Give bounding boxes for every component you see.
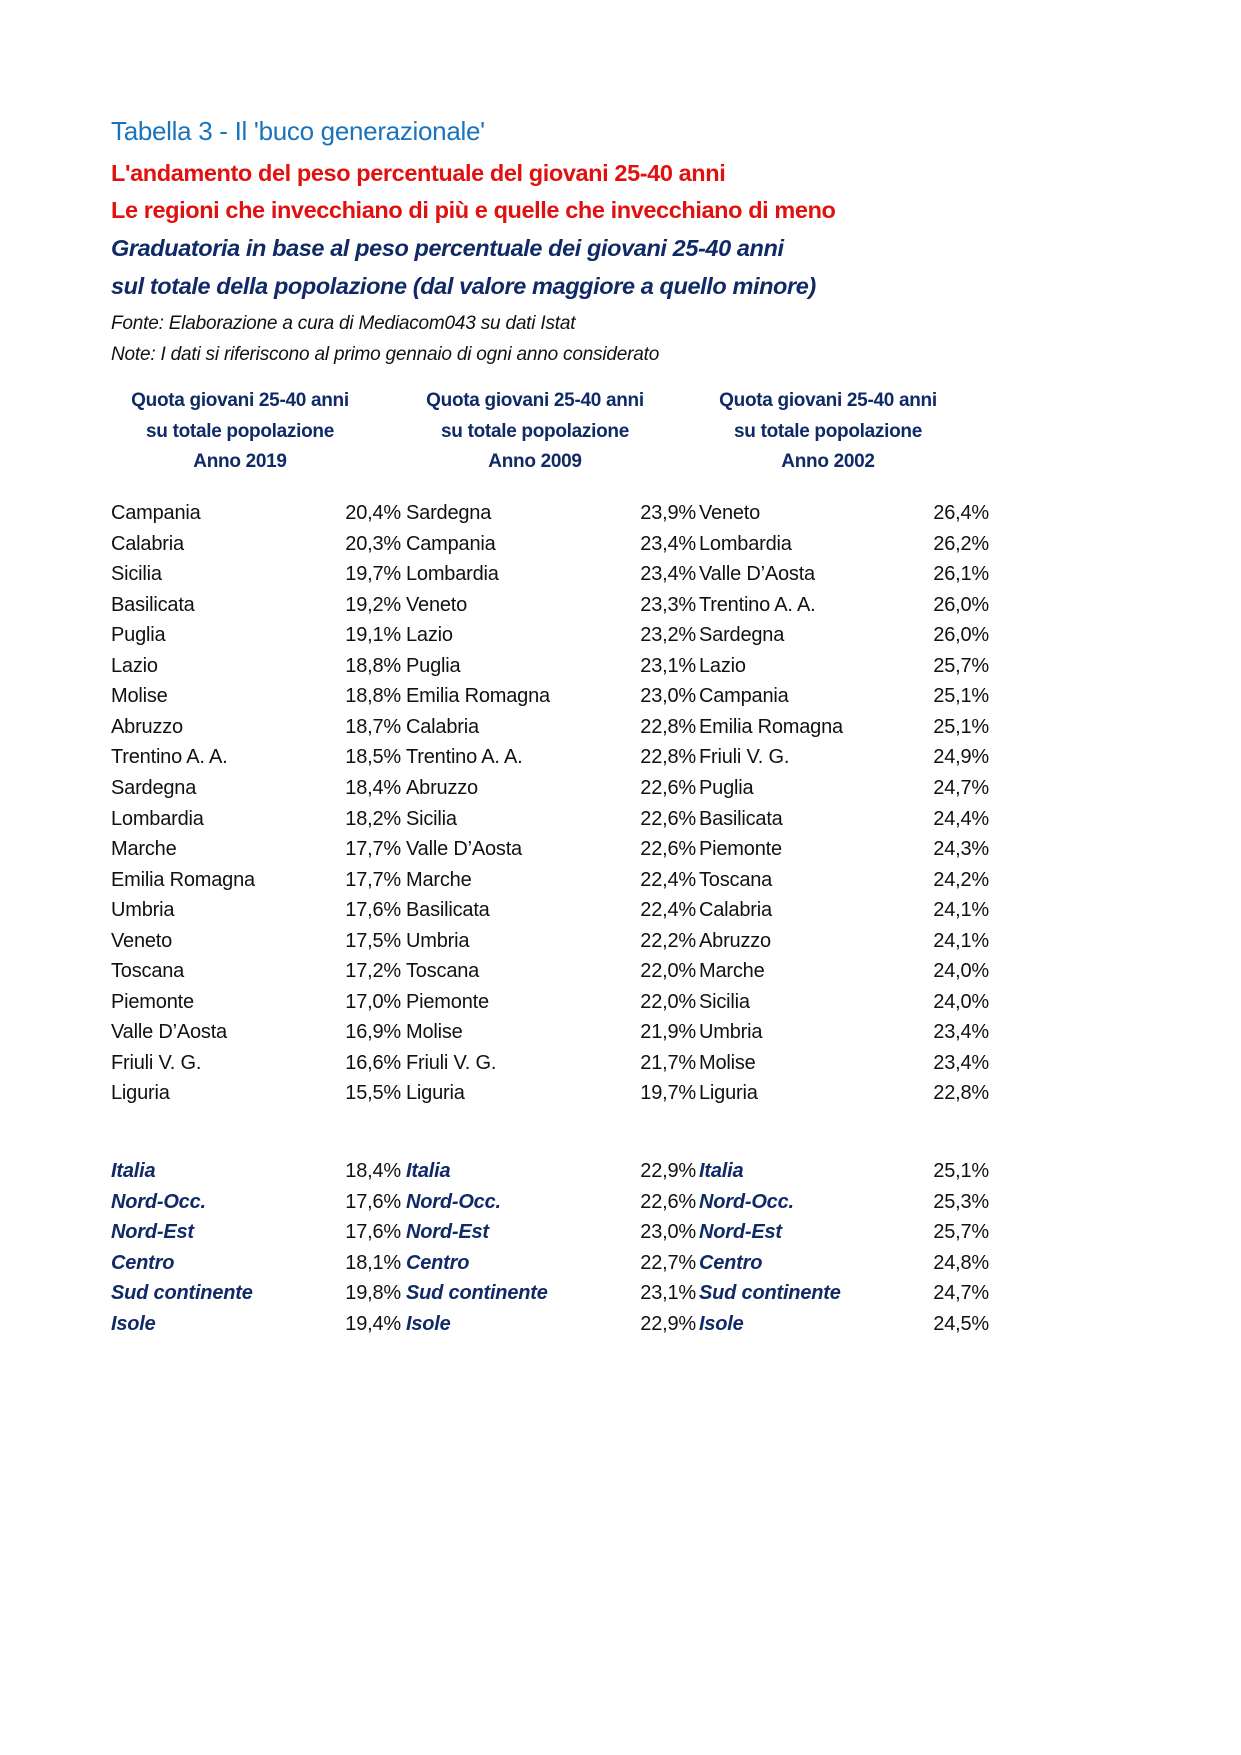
percentage-value: 18,4%	[345, 1160, 401, 1182]
percentage-value: 19,2%	[345, 594, 401, 616]
region-row	[111, 1017, 401, 1047]
percentage-value: 23,2%	[640, 624, 696, 646]
region-name: Veneto	[406, 594, 468, 616]
region-name: Marche	[406, 869, 472, 891]
percentage-value: 17,5%	[345, 930, 401, 952]
region-row	[111, 865, 401, 895]
percentage-value: 23,4%	[933, 1052, 989, 1074]
percentage-value: 20,4%	[345, 502, 401, 524]
percentage-value: 24,8%	[933, 1252, 989, 1274]
region-row	[406, 895, 696, 925]
region-name: Basilicata	[111, 594, 195, 616]
region-name: Calabria	[111, 533, 184, 555]
region-row	[111, 498, 401, 528]
region-row	[111, 559, 401, 589]
region-name: Trentino A. A.	[111, 746, 228, 768]
region-row	[406, 559, 696, 589]
percentage-value: 20,3%	[345, 533, 401, 555]
region-row	[111, 590, 401, 620]
region-row	[111, 1078, 401, 1108]
region-row	[111, 529, 401, 559]
area-name: Sud continente	[699, 1282, 841, 1304]
percentage-value: 22,6%	[640, 808, 696, 830]
region-row	[699, 620, 989, 650]
percentage-value: 22,6%	[640, 777, 696, 799]
percentage-value: 22,4%	[640, 869, 696, 891]
percentage-value: 24,7%	[933, 777, 989, 799]
aggregate-row	[111, 1248, 401, 1278]
region-name: Umbria	[111, 899, 175, 921]
aggregate-row	[406, 1309, 696, 1339]
column-header-heading-2: su totale popolazione	[146, 420, 334, 442]
aggregate-row	[699, 1309, 989, 1339]
region-name: Calabria	[699, 899, 772, 921]
percentage-value: 21,9%	[640, 1021, 696, 1043]
aggregate-row	[699, 1278, 989, 1308]
percentage-value: 19,7%	[640, 1082, 696, 1104]
percentage-value: 22,8%	[933, 1082, 989, 1104]
area-name: Nord-Occ.	[699, 1191, 794, 1213]
percentage-value: 26,4%	[933, 502, 989, 524]
region-name: Liguria	[406, 1082, 465, 1104]
percentage-value: 18,8%	[345, 655, 401, 677]
percentage-value: 26,0%	[933, 624, 989, 646]
percentage-value: 23,9%	[640, 502, 696, 524]
region-name: Toscana	[406, 960, 480, 982]
percentage-value: 23,3%	[640, 594, 696, 616]
percentage-value: 24,0%	[933, 991, 989, 1013]
percentage-value: 18,7%	[345, 716, 401, 738]
region-row	[699, 1078, 989, 1108]
region-name: Trentino A. A.	[406, 746, 523, 768]
percentage-value: 18,8%	[345, 685, 401, 707]
region-row	[699, 956, 989, 986]
region-row	[111, 987, 401, 1017]
region-row	[406, 1048, 696, 1078]
region-row	[406, 620, 696, 650]
region-name: Puglia	[111, 624, 166, 646]
percentage-value: 25,7%	[933, 655, 989, 677]
region-row	[111, 926, 401, 956]
region-name: Campania	[406, 533, 496, 555]
aggregate-row	[406, 1248, 696, 1278]
region-row	[406, 1017, 696, 1047]
percentage-value: 22,6%	[640, 838, 696, 860]
aggregate-row	[406, 1217, 696, 1247]
area-name: Nord-Occ.	[406, 1191, 501, 1213]
region-name: Piemonte	[111, 991, 194, 1013]
area-name: Nord-Est	[111, 1221, 194, 1243]
region-name: Piemonte	[699, 838, 782, 860]
aggregate-row	[111, 1278, 401, 1308]
percentage-value: 25,1%	[933, 716, 989, 738]
region-name: Molise	[111, 685, 168, 707]
table-title: Tabella 3 - Il 'buco generazionale'	[111, 116, 485, 146]
region-row	[111, 895, 401, 925]
area-name: Italia	[406, 1160, 451, 1182]
region-row	[406, 987, 696, 1017]
percentage-value: 24,7%	[933, 1282, 989, 1304]
region-name: Emilia Romagna	[111, 869, 255, 891]
region-row	[699, 987, 989, 1017]
percentage-value: 25,7%	[933, 1221, 989, 1243]
percentage-value: 22,7%	[640, 1252, 696, 1274]
region-name: Lombardia	[699, 533, 792, 555]
percentage-value: 24,4%	[933, 808, 989, 830]
region-row	[699, 804, 989, 834]
region-name: Sardegna	[111, 777, 197, 799]
region-row	[699, 1048, 989, 1078]
region-row	[699, 926, 989, 956]
region-name: Trentino A. A.	[699, 594, 816, 616]
area-name: Centro	[406, 1252, 470, 1274]
region-name: Lombardia	[406, 563, 499, 585]
region-name: Umbria	[699, 1021, 763, 1043]
region-name: Liguria	[699, 1082, 758, 1104]
region-name: Veneto	[111, 930, 173, 952]
region-row	[406, 681, 696, 711]
column-header-heading-3: Anno 2002	[781, 451, 875, 472]
column-header-heading-1: Quota giovani 25-40 anni	[426, 390, 644, 411]
percentage-value: 26,1%	[933, 563, 989, 585]
region-row	[699, 681, 989, 711]
region-name: Toscana	[699, 869, 773, 891]
percentage-value: 17,2%	[345, 960, 401, 982]
aggregate-row	[699, 1248, 989, 1278]
column-header	[105, 386, 375, 478]
percentage-value: 18,2%	[345, 808, 401, 830]
percentage-value: 22,2%	[640, 930, 696, 952]
area-name: Nord-Occ.	[111, 1191, 206, 1213]
percentage-value: 18,5%	[345, 746, 401, 768]
percentage-value: 17,7%	[345, 869, 401, 891]
region-row	[111, 712, 401, 742]
region-name: Emilia Romagna	[406, 685, 550, 707]
region-name: Puglia	[699, 777, 754, 799]
area-name: Nord-Est	[699, 1221, 782, 1243]
region-row	[406, 956, 696, 986]
data-note: Note: I dati si riferiscono al primo gennaio di ogni anno considerato	[111, 344, 660, 365]
region-name: Lazio	[406, 624, 453, 646]
region-name: Campania	[111, 502, 201, 524]
region-row	[111, 1048, 401, 1078]
percentage-value: 23,4%	[640, 533, 696, 555]
region-row	[111, 773, 401, 803]
area-name: Italia	[699, 1160, 744, 1182]
region-row	[111, 834, 401, 864]
area-name: Isole	[699, 1313, 744, 1335]
percentage-value: 17,6%	[345, 1221, 401, 1243]
region-name: Abruzzo	[406, 777, 478, 799]
region-name: Basilicata	[406, 899, 490, 921]
region-row	[406, 804, 696, 834]
percentage-value: 22,0%	[640, 960, 696, 982]
percentage-value: 22,6%	[640, 1191, 696, 1213]
percentage-value: 19,8%	[345, 1282, 401, 1304]
region-row	[699, 590, 989, 620]
subtitle-trend: L'andamento del peso percentuale del giovani 25-40 anni	[111, 160, 726, 186]
region-row	[406, 651, 696, 681]
region-name: Friuli V. G.	[111, 1052, 202, 1074]
percentage-value: 24,2%	[933, 869, 989, 891]
percentage-value: 17,0%	[345, 991, 401, 1013]
region-row	[699, 865, 989, 895]
column-header-heading-3: Anno 2009	[488, 451, 582, 472]
percentage-value: 24,5%	[933, 1313, 989, 1335]
percentage-value: 16,6%	[345, 1052, 401, 1074]
region-name: Abruzzo	[699, 930, 771, 952]
region-name: Puglia	[406, 655, 461, 677]
region-name: Liguria	[111, 1082, 170, 1104]
aggregate-row	[699, 1187, 989, 1217]
region-row	[406, 498, 696, 528]
percentage-value: 24,1%	[933, 930, 989, 952]
aggregate-row	[111, 1309, 401, 1339]
percentage-value: 18,1%	[345, 1252, 401, 1274]
percentage-value: 24,3%	[933, 838, 989, 860]
subtitle-regions: Le regioni che invecchiano di più e quelle che invecchiano di meno	[111, 197, 836, 223]
aggregate-row	[111, 1217, 401, 1247]
region-name: Sicilia	[111, 563, 162, 585]
region-name: Sardegna	[699, 624, 785, 646]
area-name: Centro	[699, 1252, 763, 1274]
region-name: Valle D’Aosta	[111, 1021, 227, 1043]
percentage-value: 19,4%	[345, 1313, 401, 1335]
column-header-heading-2: su totale popolazione	[734, 420, 922, 442]
column-header-heading-1: Quota giovani 25-40 anni	[719, 390, 937, 411]
region-name: Sardegna	[406, 502, 492, 524]
aggregate-row	[699, 1156, 989, 1186]
region-row	[699, 773, 989, 803]
column-header-heading-2: su totale popolazione	[441, 420, 629, 442]
percentage-value: 24,1%	[933, 899, 989, 921]
percentage-value: 25,1%	[933, 685, 989, 707]
region-name: Lazio	[111, 655, 158, 677]
aggregate-row	[111, 1156, 401, 1186]
percentage-value: 24,9%	[933, 746, 989, 768]
area-name: Nord-Est	[406, 1221, 489, 1243]
percentage-value: 26,2%	[933, 533, 989, 555]
region-name: Piemonte	[406, 991, 489, 1013]
region-name: Friuli V. G.	[699, 746, 790, 768]
ranking-description-line-2: sul totale della popolazione (dal valore maggiore a quello minore)	[111, 273, 816, 299]
region-name: Valle D’Aosta	[406, 838, 522, 860]
aggregate-row	[111, 1187, 401, 1217]
region-row	[406, 865, 696, 895]
region-name: Veneto	[699, 502, 761, 524]
region-name: Molise	[699, 1052, 756, 1074]
area-name: Centro	[111, 1252, 175, 1274]
column-header	[693, 386, 963, 478]
percentage-value: 24,0%	[933, 960, 989, 982]
region-row	[111, 651, 401, 681]
percentage-value: 23,1%	[640, 1282, 696, 1304]
percentage-value: 16,9%	[345, 1021, 401, 1043]
percentage-value: 25,1%	[933, 1160, 989, 1182]
region-row	[111, 956, 401, 986]
region-name: Marche	[111, 838, 177, 860]
region-row	[111, 804, 401, 834]
region-row	[406, 590, 696, 620]
percentage-value: 22,4%	[640, 899, 696, 921]
percentage-value: 25,3%	[933, 1191, 989, 1213]
region-name: Molise	[406, 1021, 463, 1043]
region-name: Umbria	[406, 930, 470, 952]
region-row	[699, 529, 989, 559]
region-row	[699, 742, 989, 772]
percentage-value: 26,0%	[933, 594, 989, 616]
region-row	[111, 681, 401, 711]
region-row	[406, 773, 696, 803]
percentage-value: 15,5%	[345, 1082, 401, 1104]
column-header	[400, 386, 670, 478]
region-row	[406, 742, 696, 772]
region-row	[699, 1017, 989, 1047]
region-name: Marche	[699, 960, 765, 982]
region-row	[406, 1078, 696, 1108]
area-name: Isole	[406, 1313, 451, 1335]
region-name: Calabria	[406, 716, 479, 738]
percentage-value: 21,7%	[640, 1052, 696, 1074]
ranking-description-line-1: Graduatoria in base al peso percentuale dei giovani 25-40 anni	[111, 235, 784, 261]
percentage-value: 18,4%	[345, 777, 401, 799]
column-header-heading-1: Quota giovani 25-40 anni	[131, 390, 349, 411]
aggregate-row	[406, 1156, 696, 1186]
percentage-value: 23,4%	[640, 563, 696, 585]
region-name: Valle D’Aosta	[699, 563, 815, 585]
region-row	[699, 895, 989, 925]
aggregate-row	[699, 1217, 989, 1247]
region-row	[406, 529, 696, 559]
percentage-value: 23,0%	[640, 1221, 696, 1243]
region-name: Sicilia	[699, 991, 750, 1013]
percentage-value: 17,7%	[345, 838, 401, 860]
aggregate-row	[406, 1278, 696, 1308]
percentage-value: 23,4%	[933, 1021, 989, 1043]
percentage-value: 22,8%	[640, 746, 696, 768]
percentage-value: 22,8%	[640, 716, 696, 738]
region-name: Lazio	[699, 655, 746, 677]
region-row	[699, 712, 989, 742]
region-row	[406, 834, 696, 864]
percentage-value: 22,0%	[640, 991, 696, 1013]
region-name: Lombardia	[111, 808, 204, 830]
region-name: Campania	[699, 685, 789, 707]
region-row	[406, 926, 696, 956]
region-row	[699, 834, 989, 864]
region-name: Sicilia	[406, 808, 457, 830]
area-name: Sud continente	[111, 1282, 253, 1304]
percentage-value: 23,0%	[640, 685, 696, 707]
region-row	[699, 651, 989, 681]
aggregate-row	[406, 1187, 696, 1217]
region-name: Abruzzo	[111, 716, 183, 738]
percentage-value: 22,9%	[640, 1313, 696, 1335]
region-name: Toscana	[111, 960, 185, 982]
region-row	[111, 620, 401, 650]
percentage-value: 22,9%	[640, 1160, 696, 1182]
region-name: Emilia Romagna	[699, 716, 843, 738]
percentage-value: 23,1%	[640, 655, 696, 677]
area-name: Sud continente	[406, 1282, 548, 1304]
percentage-value: 17,6%	[345, 1191, 401, 1213]
region-name: Basilicata	[699, 808, 783, 830]
region-name: Friuli V. G.	[406, 1052, 497, 1074]
area-name: Italia	[111, 1160, 156, 1182]
percentage-value: 19,7%	[345, 563, 401, 585]
region-row	[699, 498, 989, 528]
region-row	[406, 712, 696, 742]
region-row	[111, 742, 401, 772]
column-header-heading-3: Anno 2019	[193, 451, 287, 472]
percentage-value: 17,6%	[345, 899, 401, 921]
source-note: Fonte: Elaborazione a cura di Mediacom043 su dati Istat	[111, 313, 576, 334]
region-row	[699, 559, 989, 589]
area-name: Isole	[111, 1313, 156, 1335]
percentage-value: 19,1%	[345, 624, 401, 646]
